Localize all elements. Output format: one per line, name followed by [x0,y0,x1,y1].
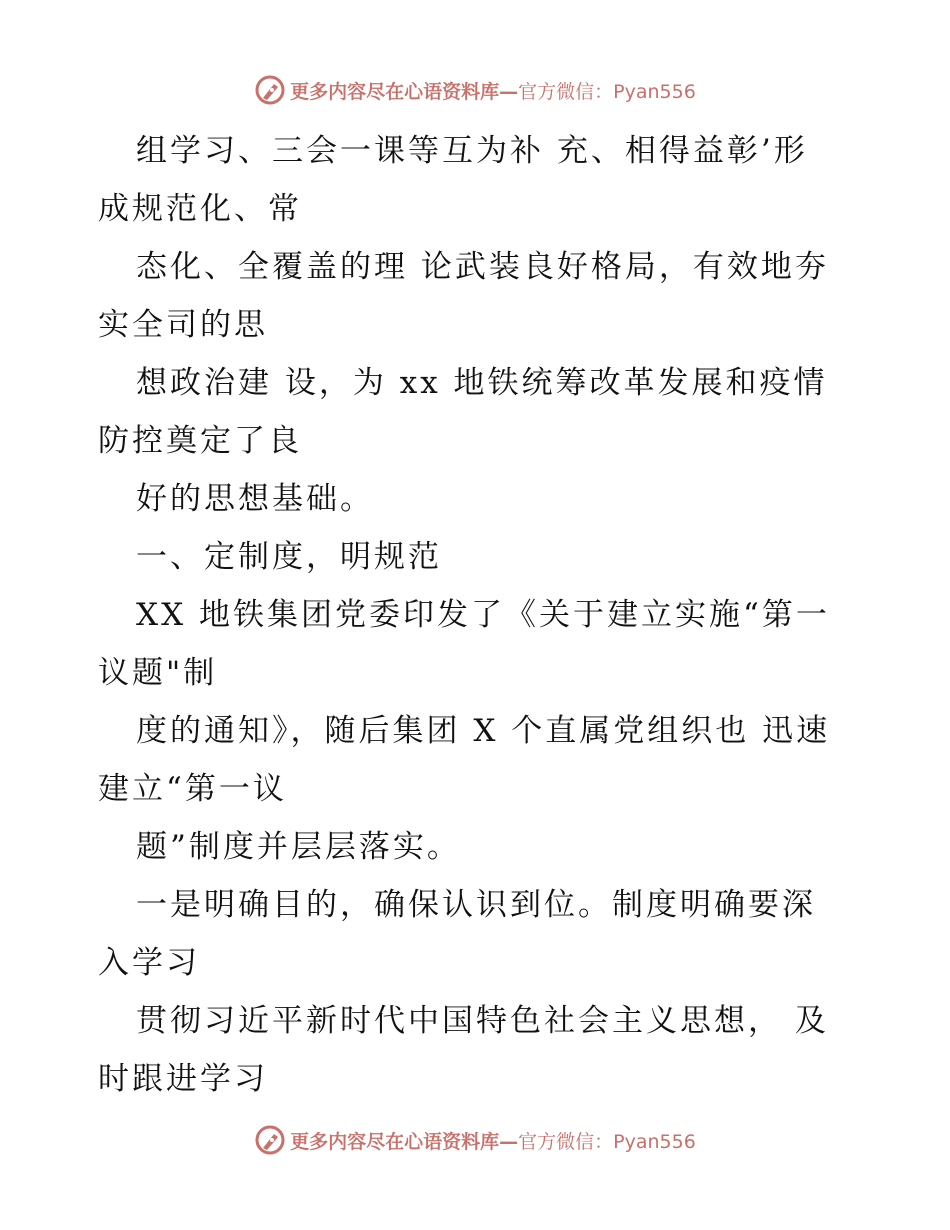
text-line: 议题"制 [98,655,218,691]
text-line: 度的通知》，随后集团 X 个直属党组织也 迅速 [136,713,831,749]
text-line: 组学习、三会一课等互为补 充、相得益彰’形 [136,133,808,169]
pen-nib-circle-icon [254,1124,286,1156]
text-line: 想政治建 设，为 xx 地铁统筹改革发展和疫情 [136,365,828,401]
text-line: 防控奠定了良 [98,423,302,459]
banner-contact: 官方微信：Pyan556 [518,1130,696,1153]
text-line: 态化、全覆盖的理 论武装良好格局，有效地夯 [136,249,829,285]
text-line: 入学习 [98,945,200,981]
banner-text: 更多内容尽在心语资料库— [290,1130,519,1153]
text-line: 建立“第一议 [98,771,287,807]
text-line: 题”制度并层层落实。 [136,829,461,865]
header-banner [0,70,950,110]
text-line: 时跟进学习 [98,1061,268,1097]
pen-nib-circle-icon [254,74,286,106]
text-line: 实全司的思 [98,307,268,343]
banner-contact: 官方微信：Pyan556 [518,80,696,103]
text-line: 成规范化、常 [98,191,302,227]
text-line: 好的思想基础。 [136,481,374,517]
document-body [98,122,858,1108]
text-line: 一、定制度，明规范 [136,539,442,575]
footer-banner [0,1120,950,1160]
text-line: 一是明确目的，确保认识到位。制度明确要深 [136,887,816,923]
text-line: 贯彻习近平新时代中国特色社会主义思想， 及 [136,1003,829,1039]
text-line: XX 地铁集团党委印发了《关于建立实施“第一 [136,597,830,633]
banner-text: 更多内容尽在心语资料库— [290,80,519,103]
